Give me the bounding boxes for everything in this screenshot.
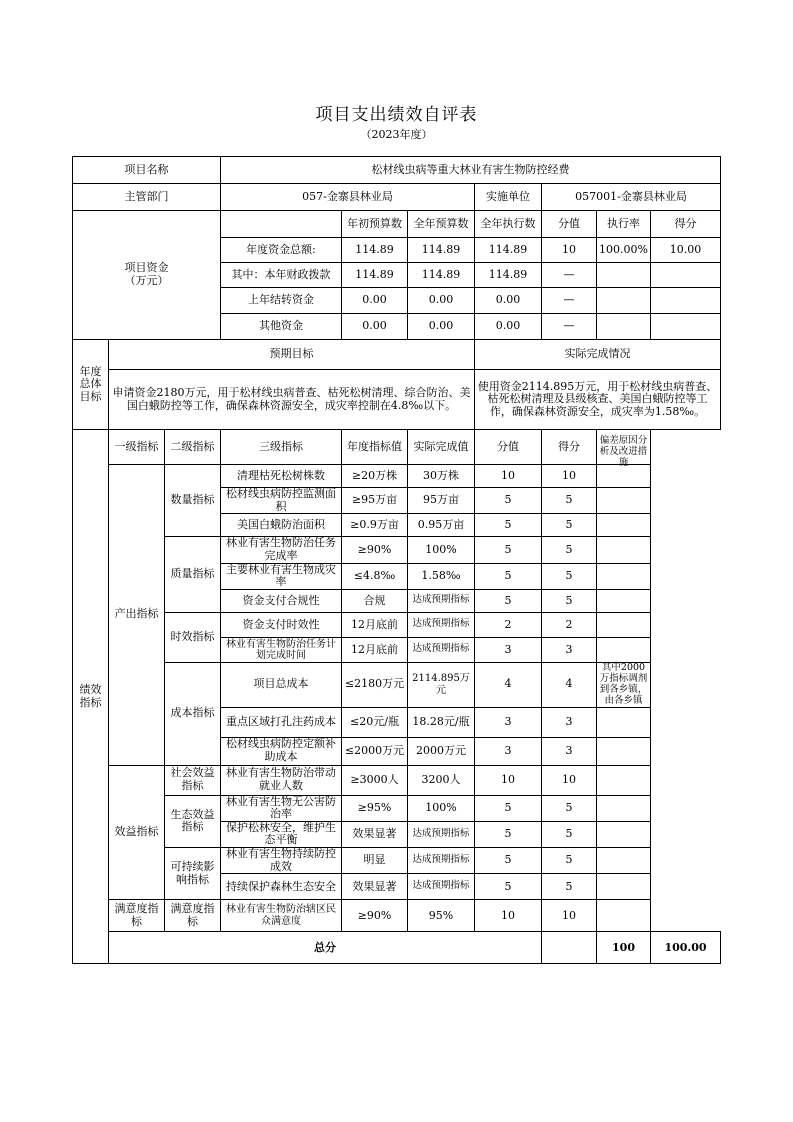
expected-goal-text: 申请资金2180万元，用于松材线虫病普查、枯死松树清理、综合防治、美国白蛾防控等工作，确保森林资源安全，成灾率控制在4.8‰以下。 <box>109 370 475 430</box>
indicator-score: 10 <box>542 765 597 795</box>
indicator-reason <box>597 795 651 821</box>
funds-annual: 0.00 <box>408 314 475 340</box>
level1-benefit: 效益指标 <box>109 765 165 900</box>
funds-label: 项目资金 （万元） <box>73 211 221 340</box>
indicator-name: 林业有害生物防治任务计划完成时间 <box>221 637 342 662</box>
indicator-name: 林业有害生物防治任务完成率 <box>221 537 342 563</box>
level2-satisfaction: 满意度指标 <box>165 900 221 932</box>
goals-content-row <box>73 370 721 430</box>
total-label: 总分 <box>109 932 542 964</box>
indicator-actual: 0.95万亩 <box>408 514 475 537</box>
indicator-score: 5 <box>542 848 597 874</box>
goals-side-label: 年度总体目标 <box>73 340 109 430</box>
level2-ecological: 生态效益指标 <box>165 795 221 848</box>
indicator-reason <box>597 537 651 563</box>
level2-quality: 质量指标 <box>165 537 221 613</box>
level2-quantity: 数量指标 <box>165 465 221 537</box>
indicator-value: 5 <box>475 795 542 821</box>
indicator-value: 5 <box>475 821 542 847</box>
indicator-name: 松材线虫病防控监测面积 <box>221 488 342 514</box>
funds-score <box>651 314 721 340</box>
funds-initial: 114.89 <box>342 238 408 263</box>
funds-annual: 0.00 <box>408 288 475 314</box>
indicator-row <box>73 662 721 707</box>
indicator-actual: 30万株 <box>408 465 475 488</box>
header-level1: 一级指标 <box>109 430 165 465</box>
indicator-row <box>73 765 721 795</box>
indicator-reason <box>597 707 651 737</box>
indicator-reason <box>597 821 651 847</box>
indicator-target: 12月底前 <box>342 637 408 662</box>
indicator-actual: 达成预期指标 <box>408 637 475 662</box>
funds-executed: 0.00 <box>475 288 542 314</box>
level2-social: 社会效益指标 <box>165 765 221 795</box>
indicator-value: 3 <box>475 637 542 662</box>
indicator-actual: 达成预期指标 <box>408 589 475 612</box>
expected-goal-label: 预期目标 <box>109 340 475 370</box>
indicator-value: 10 <box>475 765 542 795</box>
indicator-target: ≤2000万元 <box>342 737 408 765</box>
level2-sustainable: 可持续影响指标 <box>165 848 221 900</box>
indicator-row <box>73 612 721 637</box>
indicator-reason <box>597 514 651 537</box>
funds-executed: 114.89 <box>475 263 542 288</box>
funds-score: 10.00 <box>651 238 721 263</box>
indicator-reason <box>597 765 651 795</box>
indicator-target: ≥90% <box>342 537 408 563</box>
funds-row-name: 其中：本年财政拨款 <box>221 263 342 288</box>
indicator-score: 5 <box>542 589 597 612</box>
funds-rate <box>597 314 651 340</box>
actual-completion-label: 实际完成情况 <box>475 340 721 370</box>
project-name-value: 松材线虫病等重大林业有害生物防控经费 <box>221 157 721 184</box>
indicator-target: 效果显著 <box>342 874 408 900</box>
level1-satisfaction: 满意度指标 <box>109 900 165 932</box>
level2-timeliness: 时效指标 <box>165 612 221 662</box>
department-label: 主管部门 <box>73 184 221 211</box>
indicator-name: 林业有害生物防治带动就业人数 <box>221 765 342 795</box>
indicator-name: 林业有害生物防治辖区民众满意度 <box>221 900 342 932</box>
funds-annual: 114.89 <box>408 263 475 288</box>
indicator-actual: 100% <box>408 537 475 563</box>
row-department <box>73 184 721 211</box>
implementing-unit-label: 实施单位 <box>475 184 542 211</box>
header-reason: 偏差原因分析及改进措施 <box>597 430 651 465</box>
total-blank <box>542 932 597 964</box>
header-level3: 三级指标 <box>221 430 342 465</box>
indicator-value: 5 <box>475 589 542 612</box>
indicator-score: 5 <box>542 821 597 847</box>
funds-score-value: 10 <box>542 238 597 263</box>
header-level2: 二级指标 <box>165 430 221 465</box>
indicator-actual: 达成预期指标 <box>408 821 475 847</box>
indicator-score: 5 <box>542 563 597 589</box>
indicator-value: 5 <box>475 537 542 563</box>
funds-annual: 114.89 <box>408 238 475 263</box>
indicator-value: 4 <box>475 662 542 707</box>
funds-initial: 114.89 <box>342 263 408 288</box>
funds-rate <box>597 288 651 314</box>
indicator-value: 3 <box>475 737 542 765</box>
funds-score-value: — <box>542 288 597 314</box>
indicator-reason <box>597 612 651 637</box>
indicator-name: 资金支付合规性 <box>221 589 342 612</box>
funds-score-value: — <box>542 263 597 288</box>
indicator-actual: 达成预期指标 <box>408 874 475 900</box>
indicator-score: 3 <box>542 707 597 737</box>
indicator-actual: 达成预期指标 <box>408 612 475 637</box>
implementing-unit-value: 057001-金寨县林业局 <box>542 184 721 211</box>
indicator-score: 5 <box>542 874 597 900</box>
performance-table <box>72 156 721 964</box>
indicator-value: 5 <box>475 874 542 900</box>
indicator-target: ≥90% <box>342 900 408 932</box>
funds-header-row <box>73 211 721 238</box>
funds-score <box>651 288 721 314</box>
indicator-reason <box>597 848 651 874</box>
project-name-label: 项目名称 <box>73 157 221 184</box>
indicator-score: 3 <box>542 637 597 662</box>
indicator-target: ≤20元/瓶 <box>342 707 408 737</box>
indicator-actual: 95万亩 <box>408 488 475 514</box>
indicator-row <box>73 537 721 563</box>
funds-score-value: — <box>542 314 597 340</box>
indicator-actual: 2114.895万元 <box>408 662 475 707</box>
indicator-header-row <box>73 430 721 465</box>
indicator-value: 5 <box>475 488 542 514</box>
header-actual: 实际完成值 <box>408 430 475 465</box>
indicator-reason <box>597 900 651 932</box>
indicators-side-label: 绩效指标 <box>73 430 109 964</box>
indicator-reason <box>597 589 651 612</box>
indicator-name: 清理枯死松树株数 <box>221 465 342 488</box>
indicator-target: ≤4.8‰ <box>342 563 408 589</box>
indicator-score: 3 <box>542 737 597 765</box>
indicator-reason <box>597 563 651 589</box>
funds-header-blank <box>221 211 342 238</box>
indicator-value: 5 <box>475 848 542 874</box>
funds-header-initial: 年初预算数 <box>342 211 408 238</box>
indicator-actual: 3200人 <box>408 765 475 795</box>
indicator-name: 林业有害生物持续防控成效 <box>221 848 342 874</box>
indicator-reason: 其中2000万指标调剂到各乡镇，由各乡镇 <box>597 662 651 707</box>
indicator-target: 明显 <box>342 848 408 874</box>
indicator-score: 5 <box>542 795 597 821</box>
indicator-target: 合规 <box>342 589 408 612</box>
indicator-score: 5 <box>542 488 597 514</box>
indicator-value: 10 <box>475 465 542 488</box>
indicator-score: 10 <box>542 465 597 488</box>
indicator-target: ≥95% <box>342 795 408 821</box>
indicator-target: ≥95万亩 <box>342 488 408 514</box>
indicator-score: 5 <box>542 514 597 537</box>
indicator-value: 5 <box>475 514 542 537</box>
goals-header-row <box>73 340 721 370</box>
funds-header-executed: 全年执行数 <box>475 211 542 238</box>
document-year: （2023年度） <box>360 128 433 141</box>
funds-row-name: 上年结转资金 <box>221 288 342 314</box>
funds-initial: 0.00 <box>342 288 408 314</box>
indicator-actual: 100% <box>408 795 475 821</box>
funds-executed: 114.89 <box>475 238 542 263</box>
indicator-actual: 达成预期指标 <box>408 848 475 874</box>
indicator-row <box>73 848 721 874</box>
funds-header-rate: 执行率 <box>597 211 651 238</box>
header-target: 年度指标值 <box>342 430 408 465</box>
indicator-actual: 2000万元 <box>408 737 475 765</box>
indicator-target: ≤2180万元 <box>342 662 408 707</box>
indicator-name: 重点区域打孔注药成本 <box>221 707 342 737</box>
funds-initial: 0.00 <box>342 314 408 340</box>
indicator-name: 松材线虫病防控定额补助成本 <box>221 737 342 765</box>
indicator-name: 资金支付时效性 <box>221 612 342 637</box>
indicator-actual: 1.58‰ <box>408 563 475 589</box>
document-title: 项目支出绩效自评表 <box>315 105 478 125</box>
indicator-reason <box>597 874 651 900</box>
total-row <box>73 932 721 964</box>
indicator-actual: 95% <box>408 900 475 932</box>
indicator-name: 主要林业有害生物成灾率 <box>221 563 342 589</box>
indicator-name: 林业有害生物无公害防治率 <box>221 795 342 821</box>
indicator-score: 5 <box>542 537 597 563</box>
indicator-target: 12月底前 <box>342 612 408 637</box>
funds-rate <box>597 263 651 288</box>
indicator-value: 10 <box>475 900 542 932</box>
indicator-target: ≥3000人 <box>342 765 408 795</box>
indicator-target: 效果显著 <box>342 821 408 847</box>
indicator-value: 2 <box>475 612 542 637</box>
funds-row-name: 年度资金总额: <box>221 238 342 263</box>
level1-output: 产出指标 <box>109 465 165 766</box>
indicator-row <box>73 795 721 821</box>
indicator-target: ≥0.9万亩 <box>342 514 408 537</box>
indicator-value: 3 <box>475 707 542 737</box>
header-score: 得分 <box>542 430 597 465</box>
indicator-reason <box>597 737 651 765</box>
indicator-name: 保护松林安全，维护生态平衡 <box>221 821 342 847</box>
indicator-score: 4 <box>542 662 597 707</box>
indicator-reason <box>597 488 651 514</box>
funds-row-name: 其他资金 <box>221 314 342 340</box>
indicator-score: 10 <box>542 900 597 932</box>
indicator-name: 持续保护森林生态安全 <box>221 874 342 900</box>
level2-cost: 成本指标 <box>165 662 221 765</box>
indicator-target: ≥20万株 <box>342 465 408 488</box>
funds-rate: 100.00% <box>597 238 651 263</box>
indicator-value: 5 <box>475 563 542 589</box>
indicator-row <box>73 900 721 932</box>
funds-header-annual: 全年预算数 <box>408 211 475 238</box>
funds-score <box>651 263 721 288</box>
total-value: 100 <box>597 932 651 964</box>
total-score: 100.00 <box>651 932 721 964</box>
indicator-actual: 18.28元/瓶 <box>408 707 475 737</box>
funds-header-score-value: 分值 <box>542 211 597 238</box>
funds-executed: 0.00 <box>475 314 542 340</box>
indicator-reason <box>597 637 651 662</box>
indicator-name: 项目总成本 <box>221 662 342 707</box>
indicator-name: 美国白蛾防治面积 <box>221 514 342 537</box>
department-value: 057-金寨县林业局 <box>221 184 475 211</box>
header-score-value: 分值 <box>475 430 542 465</box>
actual-completion-text: 使用资金2114.895万元，用于松材线虫病普查、枯死松树清理及县级核查、美国白蛾防控等工作，确保森林资源安全，成灾率为1.58‰。 <box>475 370 721 430</box>
funds-header-score: 得分 <box>651 211 721 238</box>
row-project-name <box>73 157 721 184</box>
indicator-score: 2 <box>542 612 597 637</box>
